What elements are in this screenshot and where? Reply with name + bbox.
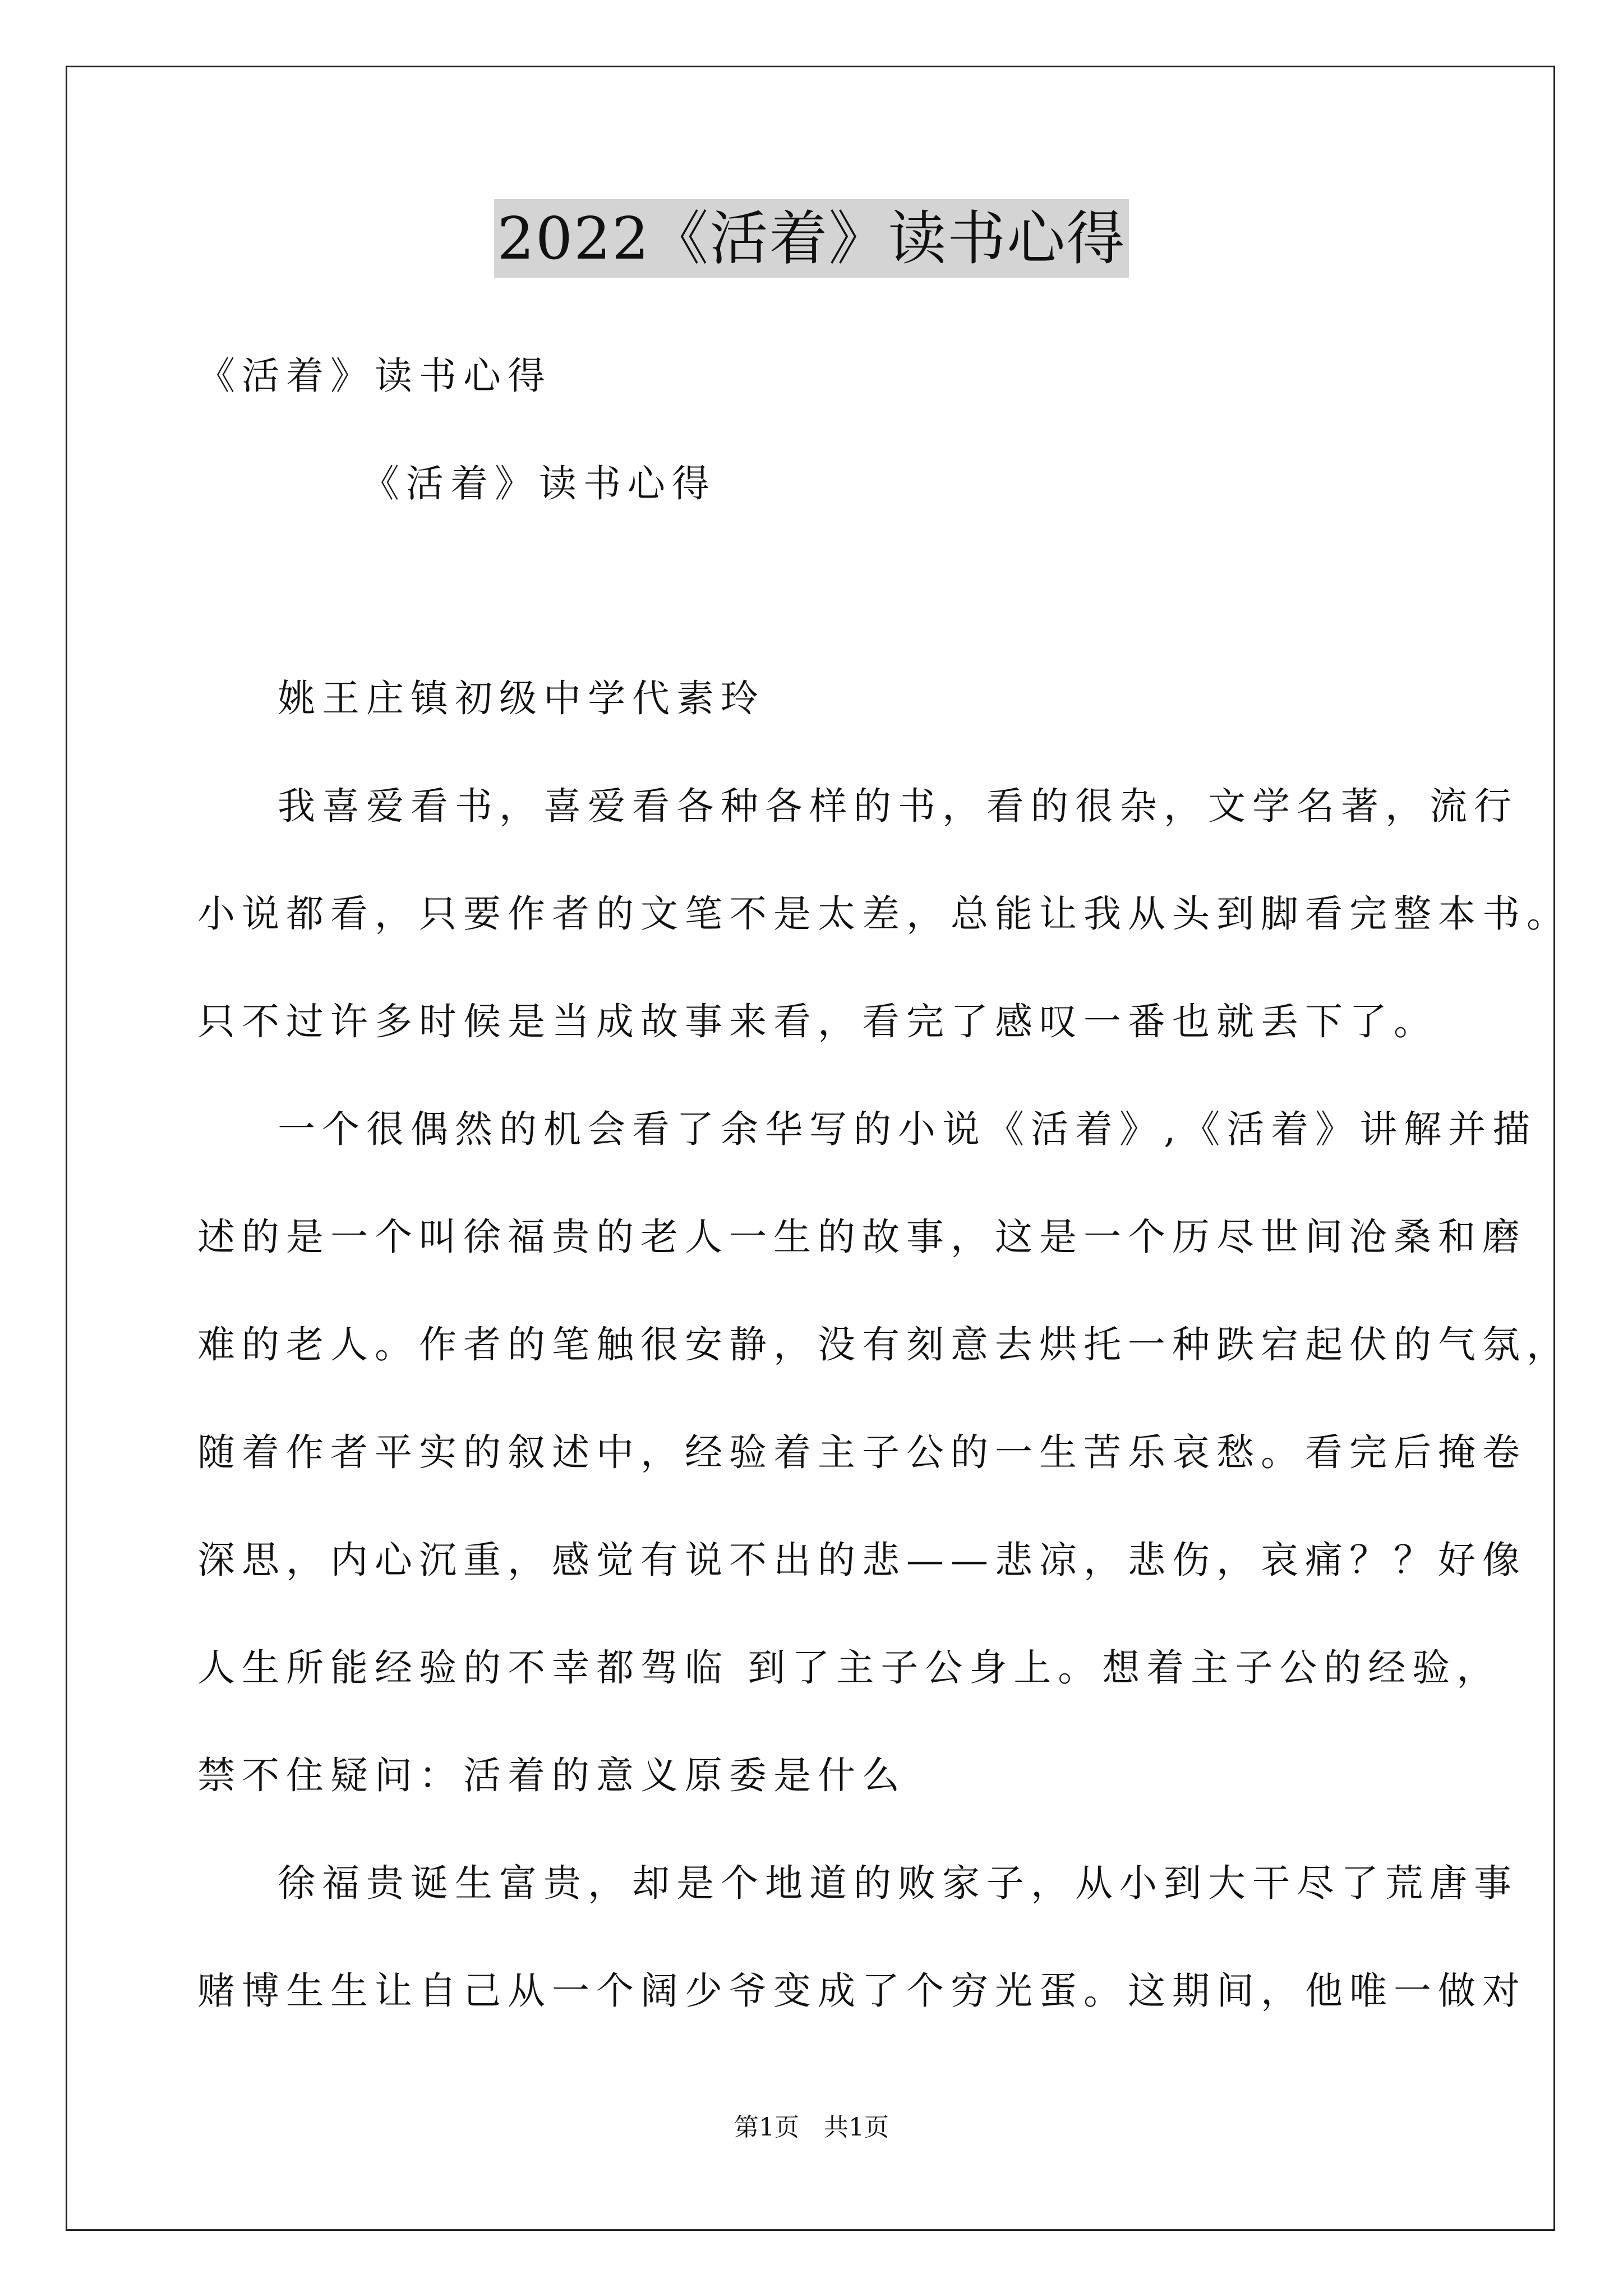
paragraph-2-line-5: 深思，内心沉重，感觉有说不出的悲——悲凉，悲伤，哀痛？？好像 [197,1538,1527,1582]
paragraph-2-line-3: 难的老人。作者的笔触很安静，没有刻意去烘托一种跌宕起伏的气氛， [197,1323,1571,1366]
paragraph-2-line-2: 述的是一个叫徐福贵的老人一生的故事，这是一个历尽世间沧桑和磨 [197,1215,1527,1259]
paragraph-1-line-1: 我喜爱看书，喜爱看各种各样的书，看的很杂，文学名著，流行 [278,784,1518,828]
paragraph-2-line-7: 禁不住疑问：活着的意义原委是什么 [197,1754,906,1797]
subtitle-line-1: 《活着》读书心得 [197,354,552,398]
paragraph-3-line-2: 赌博生生让自己从一个阔少爷变成了个穷光蛋。这期间，他唯一做对 [197,1969,1527,2013]
subtitle-line-2: 《活着》读书心得 [362,462,716,505]
paragraph-1-line-2: 小说都看，只要作者的文笔不是太差，总能让我从头到脚看完整本书。 [197,892,1571,936]
paragraph-3-line-1: 徐福贵诞生富贵，却是个地道的败家子，从小到大干尽了荒唐事 [278,1861,1518,1905]
page-footer: 第1页 共1页 [734,2113,889,2142]
paragraph-2-line-1: 一个很偶然的机会看了余华写的小说《活着》,《活着》讲解并描 [278,1107,1537,1151]
paragraph-1-line-3: 只不过许多时候是当成故事来看，看完了感叹一番也就丢下了。 [197,1000,1438,1043]
document-title-text: 2022《活着》读书心得 [494,199,1129,278]
paragraph-2-line-6: 人生所能经验的不幸都驾临 到了主子公身上。想着主子公的经验， [197,1646,1501,1690]
document-title [0,199,1623,278]
author-line: 姚王庄镇初级中学代素玲 [278,677,765,720]
paragraph-2-line-4: 随着作者平实的叙述中，经验着主子公的一生苦乐哀愁。看完后掩卷 [197,1430,1527,1474]
